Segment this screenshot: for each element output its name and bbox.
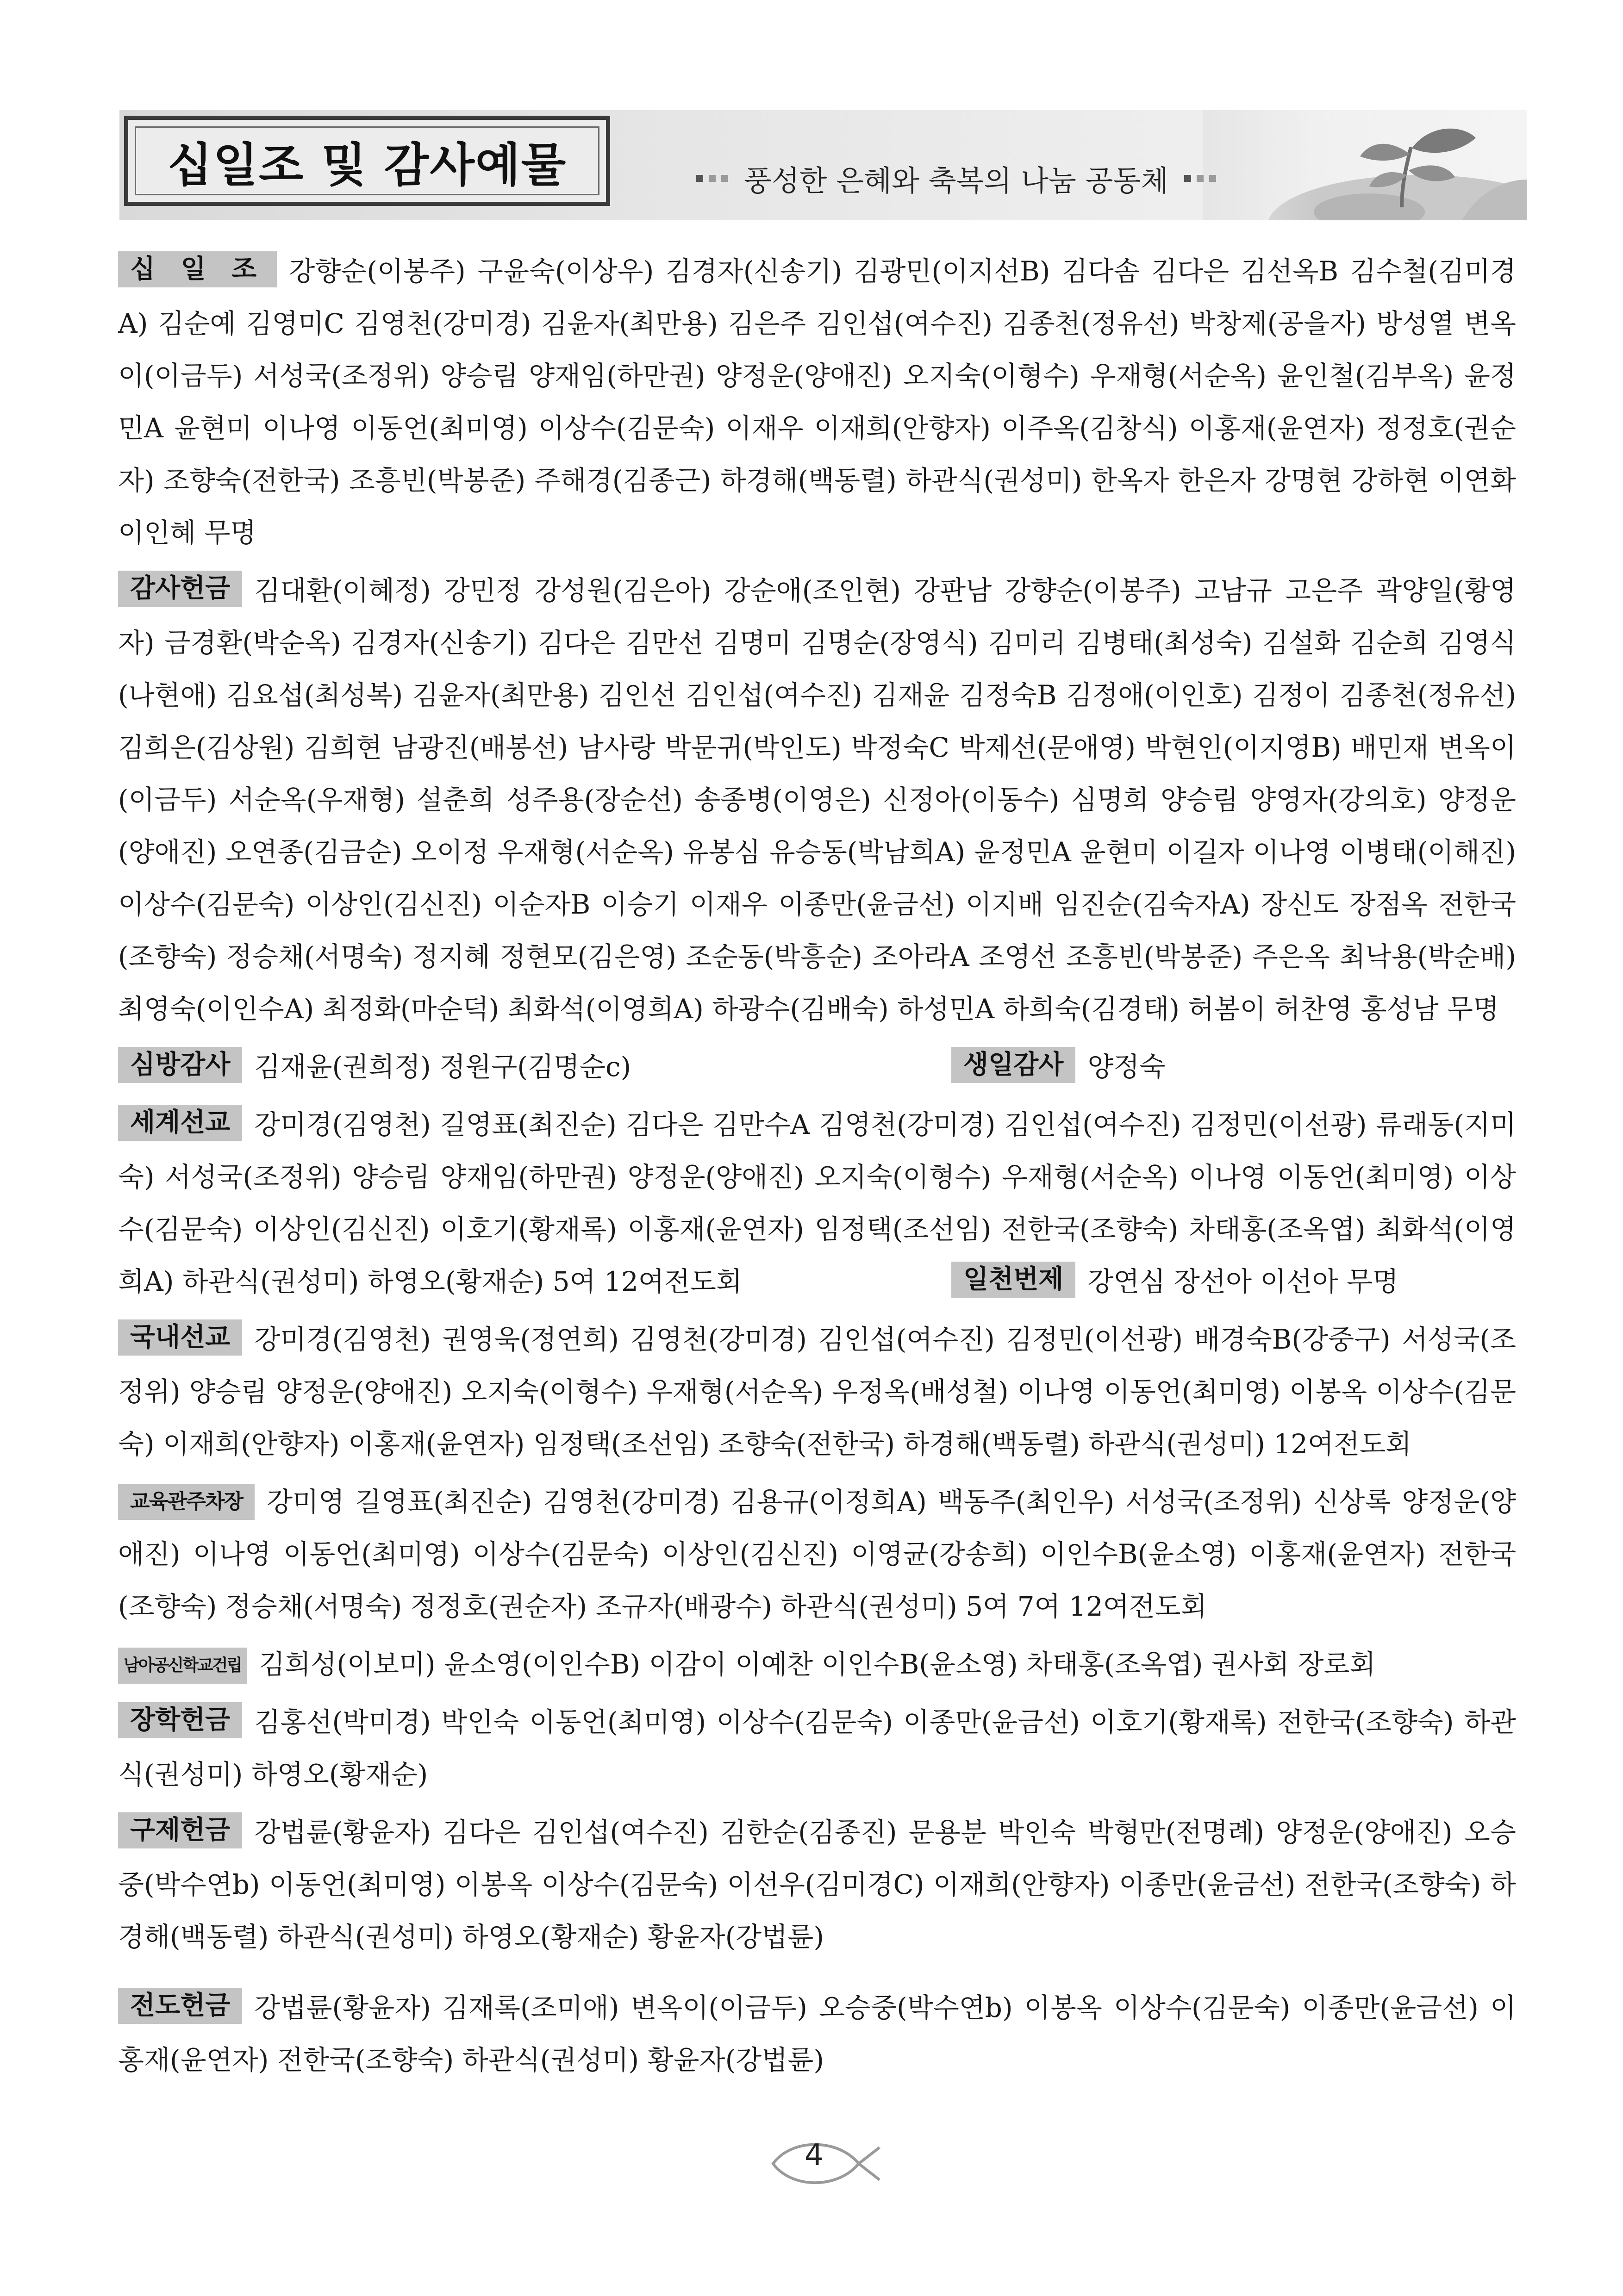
- names-ilcheon: 강연심 장선아 이선아 무명: [1087, 1266, 1399, 1297]
- label-school: 남아공신학교건립: [118, 1648, 247, 1684]
- label-relief: 구제헌금: [118, 1812, 242, 1848]
- plant-hands-image: [1203, 110, 1527, 220]
- left-dots-icon: [696, 175, 728, 182]
- page-number: 4: [805, 2138, 824, 2172]
- label-world-mission: 세계선교: [118, 1105, 242, 1141]
- label-visit: 심방감사: [118, 1047, 242, 1083]
- page-footer: [764, 2129, 884, 2198]
- right-dots-icon: [1184, 175, 1216, 182]
- section-education: [118, 1476, 1516, 1633]
- names-tithe: 강향순(이봉주) 구윤숙(이상우) 김경자(신송기) 김광민(이지선B) 김다솜 김다은 김선옥B 김수철(김미경A) 김순예 김영미C 김영천(강미경) 김윤자(최만용) 김은주 김인섭(여수진) 김종천(정유선) 박창제(공을자) 방성열 변옥이(이금두) 서성국(조정위) 양승림 양재임(하만권) 양정운(양애진) 오지숙(이형수) 우재형(서순옥) 윤인철(김부옥) 윤정민A 윤현미 이나영 이동언(최미영) 이상수(김문숙) 이재우 이재희(안향자) 이주옥(김창식) 이홍재(윤연자) 정정호(권순자) 조향숙(전한국) 조흥빈(박봉준) 주해경(김종근) 하경해(백동렬) 하관식(권성미) 한옥자 한은자 강명현 강하현 이연화 이인혜 무명: [118, 255, 1516, 548]
- section-tithe: [118, 245, 1516, 559]
- label-evangelism: 전도헌금: [118, 1988, 242, 2024]
- section-birthday: [951, 1041, 1516, 1093]
- section-ilcheon-row: [118, 1256, 1516, 1308]
- label-thanks: 감사헌금: [118, 571, 242, 607]
- ilcheon-spacer: [118, 1256, 951, 1308]
- section-visit: [118, 1041, 951, 1093]
- label-scholarship: 장학헌금: [118, 1702, 242, 1738]
- section-ilcheon: [951, 1256, 1516, 1308]
- section-relief: [118, 1806, 1516, 1963]
- names-education: 강미영 길영표(최진순) 김영천(강미경) 김용규(이정희A) 백동주(최인우) 서성국(조정위) 신상록 양정운(양애진) 이나영 이동언(최미영) 이상수(김문숙) 이상인(김신진) 이영균(강송희) 이인수B(윤소영) 이홍재(윤연자) 전한국(조향숙) 정승채(서명숙) 정정호(권순자) 조규자(배광수) 하관식(권성미) 5여 7여 12여전도회: [118, 1486, 1516, 1622]
- names-world-mission: 강미경(김영천) 길영표(최진순) 김다은 김만수A 김영천(강미경) 김인섭(여수진) 김정민(이선광) 류래동(지미숙) 서성국(조정위) 양승림 양재임(하만권) 양정운(양애진) 오지숙(이형수) 우재형(서순옥) 이나영 이동언(최미영) 이상수(김문숙) 이상인(김신진) 이호기(황재록) 이홍재(윤연자) 임정택(조선임) 전한국(조향숙) 차태홍(조옥엽) 최화석(이영희A) 하관식(권성미) 하영오(황재순) 5여 12여전도회: [118, 1109, 1516, 1297]
- subtitle: 풍성한 은혜와 축복의 나눔 공동체: [744, 163, 1169, 198]
- names-birthday: 양정숙: [1087, 1051, 1166, 1083]
- label-domestic-mission: 국내선교: [118, 1319, 242, 1356]
- names-scholarship: 김홍선(박미경) 박인숙 이동언(최미영) 이상수(김문숙) 이종만(윤금선) 이호기(황재록) 전한국(조향숙) 하관식(권성미) 하영오(황재순): [118, 1706, 1516, 1790]
- names-visit: 김재윤(권희정) 정원구(김명순c): [254, 1051, 631, 1083]
- section-thanks: [118, 565, 1516, 1035]
- section-visit-birthday: [118, 1041, 1516, 1093]
- label-tithe: 십 일 조: [118, 251, 277, 287]
- section-evangelism: [118, 1982, 1516, 2086]
- names-domestic-mission: 강미경(김영천) 권영욱(정연희) 김영천(강미경) 김인섭(여수진) 김정민(이선광) 배경숙B(강중구) 서성국(조정위) 양승림 양정운(양애진) 오지숙(이형수) 우재형(서순옥) 우정옥(배성철) 이나영 이동언(최미영) 이봉옥 이상수(김문숙) 이재희(안향자) 이홍재(윤연자) 임정택(조선임) 조향숙(전한국) 하경해(백동렬) 하관식(권성미) 12여전도회: [118, 1324, 1516, 1460]
- subtitle-row: [680, 153, 1232, 204]
- names-evangelism: 강법륜(황윤자) 김재록(조미애) 변옥이(이금두) 오승중(박수연b) 이봉옥 이상수(김문숙) 이종만(윤금선) 이홍재(윤연자) 전한국(조향숙) 하관식(권성미) 황윤자(강법륜): [118, 1992, 1516, 2076]
- fish-icon: [764, 2129, 884, 2198]
- section-domestic-mission: [118, 1313, 1516, 1470]
- title-box: [124, 116, 610, 206]
- section-scholarship: [118, 1696, 1516, 1801]
- label-ilcheon: 일천번제: [951, 1262, 1075, 1298]
- names-school: 김희성(이보미) 윤소영(이인수B) 이감이 이예찬 이인수B(윤소영) 차태홍(조옥엽) 권사회 장로회: [259, 1649, 1376, 1680]
- names-thanks: 김대환(이혜정) 강민정 강성원(김은아) 강순애(조인현) 강판남 강향순(이봉주) 고남규 고은주 곽양일(황영자) 금경환(박순옥) 김경자(신송기) 김다은 김만선 김명미 김명순(장영식) 김미리 김병태(최성숙) 김설화 김순희 김영식(나현애) 김요섭(최성복) 김윤자(최만용) 김인선 김인섭(여수진) 김재윤 김정숙B 김정애(이인호) 김정이 김종천(정유선) 김희은(김상원) 김희현 남광진(배봉선) 남사랑 박문귀(박인도) 박정숙C 박제선(문애영) 박현인(이지영B) 배민재 변옥이(이금두) 서순옥(우재형) 설춘희 성주용(장순선) 송종병(이영은) 신정아(이동수) 심명희 양승림 양영자(강의호) 양정운(양애진) 오연종(김금순) 오이정 우재형(서순옥) 유봉심 유승동(박남희A) 윤정민A 윤현미 이길자 이나영 이병태(이해진) 이상수(김문숙) 이상인(김신진) 이순자B 이승기 이재우 이종만(윤금선) 이지배 임진순(김숙자A) 장신도 장점옥 전한국(조향숙) 정승채(서명숙) 정지혜 정현모(김은영) 조순동(박흥순) 조아라A 조영선 조흥빈(박봉준) 주은옥 최낙용(박순배) 최영숙(이인수A) 최정화(마순덕) 최화석(이영희A) 하광수(김배숙) 하성민A 하희숙(김경태) 허봄이 허찬영 홍성남 무명: [118, 575, 1516, 1025]
- label-education: 교육관주차장: [118, 1484, 255, 1520]
- label-birthday: 생일감사: [951, 1047, 1075, 1083]
- names-relief: 강법륜(황윤자) 김다은 김인섭(여수진) 김한순(김종진) 문용분 박인숙 박형만(전명례) 양정운(양애진) 오승중(박수연b) 이동언(최미영) 이봉옥 이상수(김문숙) 이선우(김미경C) 이재희(안향자) 이종만(윤금선) 전한국(조향숙) 하경해(백동렬) 하관식(권성미) 하영오(황재순) 황윤자(강법륜): [118, 1817, 1516, 1953]
- page-title: 십일조 및 감사예물: [167, 137, 567, 192]
- offering-list: [118, 245, 1516, 2092]
- section-school: [118, 1638, 1516, 1691]
